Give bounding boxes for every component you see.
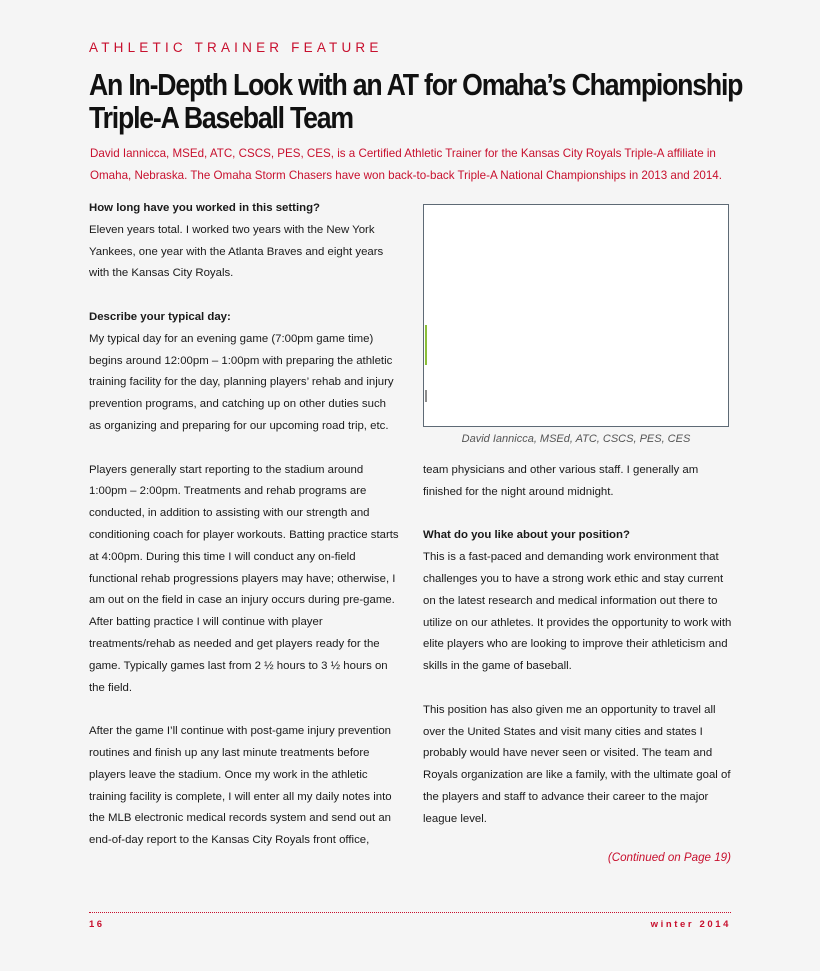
answer-2-paragraph-2: Players generally start reporting to the stadium around 1:00pm – 2:00pm. Treatments and rehab programs are conducted, in addition to assisting with our strength and conditioning coach for player workouts. Batting practice starts at 4:00pm. During this time I will conduct any on-field functional rehab progressions players may have; otherwise, I am out on the field in case an injury occurs during pre-game. After batting practice I will continue with player treatments/rehab as needed and get players ready for the game. Typically games last from 2 ½ hours to 3 ½ hours on the field.: [89, 463, 399, 694]
left-column: [89, 198, 401, 852]
photo-caption: David Iannicca, MSEd, ATC, CSCS, PES, CES: [461, 433, 691, 445]
answer-3-paragraph-1: This is a fast-paced and demanding work environment that challenges you to have a strong work ethic and stay current on the latest research and medical information out there to utilize on our athletes. It provides the opportunity to work with elite players who are looking to improve their athleticism and skills in the game of baseball.: [423, 551, 732, 673]
trainer-photo: [423, 204, 729, 427]
section-kicker: ATHLETIC TRAINER FEATURE: [89, 40, 383, 55]
question-1: How long have you worked in this setting?: [89, 202, 320, 214]
answer-2-continued: team physicians and other various staff. I generally am finished for the night around midnight.: [423, 464, 699, 498]
answer-2-paragraph-3: After the game I’ll continue with post-game injury prevention routines and finish up any last minute treatments before players leave the stadium. Once my work in the athletic training facility is complete, I will enter all my daily notes into the MLB electronic medical records system and send out an end-of-day report to the Kansas City Royals front office,: [89, 725, 392, 847]
right-column: [423, 460, 735, 831]
article-headline: An In-Depth Look with an AT for Omaha’s Championship Triple-A Baseball Team: [89, 67, 743, 135]
article-deck: David Iannicca, MSEd, ATC, CSCS, PES, CES, is a Certified Athletic Trainer for the Kansas City Royals Triple-A affiliate in Omaha, Nebraska. The Omaha Storm Chasers have won back-to-back Triple-A National Championships in 2013 and 2014.: [90, 147, 722, 182]
question-3: What do you like about your position?: [423, 529, 630, 542]
answer-3-paragraph-2: This position has also given me an opportunity to travel all over the United States and visit many cities and states I probably would have never seen or visited. The team and Royals organization are like a family, with the ultimate goal of the players and staff to advance their career to the major league level.: [423, 703, 731, 825]
continued-note: (Continued on Page 19): [607, 851, 731, 864]
question-2: Describe your typical day:: [89, 310, 231, 323]
footer-divider: [89, 912, 731, 913]
answer-2-paragraph-1: My typical day for an evening game (7:00pm game time) begins around 12:00pm – 1:00pm with preparing the athletic training facility for the day, planning players’ rehab and injury prevention programs, and catching up on other duties such as organizing and preparing for our upcoming road trip, etc.: [89, 332, 394, 432]
page-number: 16: [89, 919, 105, 930]
issue-label: winter 2014: [650, 919, 731, 930]
answer-1: Eleven years total. I worked two years with the New York Yankees, one year with the Atlanta Braves and eight years with the Kansas City Royals.: [89, 223, 384, 280]
